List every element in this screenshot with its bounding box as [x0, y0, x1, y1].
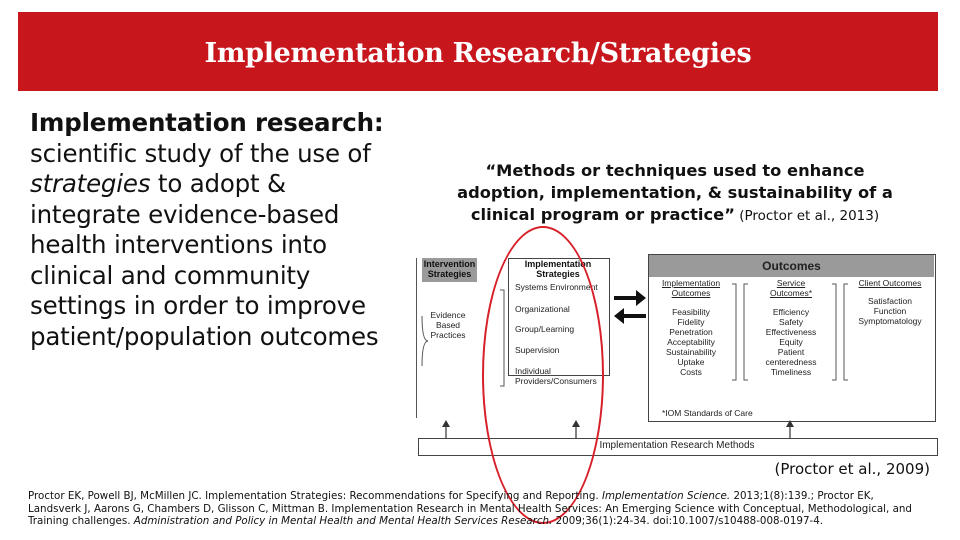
- arrows-icon: [612, 286, 648, 326]
- outcome-item: centeredness: [765, 357, 817, 367]
- quote-line: adoption, implementation, & sustainability of a: [457, 183, 893, 202]
- strategies-word: strategies: [30, 169, 151, 198]
- impl-strat-line: Strategies: [536, 269, 580, 279]
- title-bar: [18, 12, 938, 91]
- ref-text: 2009;36(1):24-34. doi:10.1007/s10488-008-0197-4.: [552, 515, 824, 527]
- outcome-brackets: [728, 280, 752, 390]
- quote-line-3: [420, 204, 930, 227]
- slide-title: Implementation Research/Strategies: [204, 38, 752, 69]
- impl-outcomes-line: Outcomes: [671, 288, 711, 298]
- outcome-item: Timeliness: [770, 367, 812, 377]
- definition-line: settings in order to improve: [30, 291, 366, 320]
- ref-journal: Implementation Science.: [601, 490, 731, 502]
- service-line: Outcomes*: [769, 288, 813, 298]
- outcome-item: Uptake: [677, 357, 705, 367]
- service-line: Service: [776, 278, 806, 288]
- impl-item: Systems Environment: [515, 282, 598, 292]
- ebp-line: Practices: [430, 330, 466, 340]
- definition-line: scientific study of the use of: [30, 138, 371, 168]
- impl-item: Organizational: [515, 304, 570, 314]
- implementation-outcomes-list: [658, 307, 724, 377]
- ref-journal: Administration and Policy in Mental Health and Mental Health Services Research.: [133, 515, 553, 527]
- ebp-line: Based: [435, 320, 461, 330]
- impl-outcomes-line: Implementation: [661, 278, 721, 288]
- client-outcomes-header: Client Outcomes: [858, 278, 922, 288]
- quote-line: “Methods or techniques used to enhance: [485, 161, 865, 180]
- impl-item: Individual: [515, 366, 551, 376]
- definition-heading: Implementation research:: [30, 108, 384, 137]
- outcome-item: Satisfaction: [868, 296, 912, 306]
- reference-line-2: Landsverk J, Aarons G, Chambers D, Glisson C, Mittman B. Implementation Research in Mental Health Services: An Emerging Science with Conceptual, Methodological, and: [28, 502, 912, 515]
- left-frame-line: [416, 258, 417, 418]
- definition-line-rest: to adopt &: [150, 169, 286, 198]
- outcome-item: Safety: [778, 317, 804, 327]
- impl-strat-line: Implementation: [524, 259, 592, 269]
- reference-line-3: [28, 515, 938, 528]
- definition-line: health interventions into: [30, 230, 327, 259]
- iom-note: *IOM Standards of Care: [662, 408, 753, 418]
- ref-text: Training challenges.: [28, 515, 131, 527]
- outcome-item: Effectiveness: [765, 327, 817, 337]
- implementation-outcomes-header: [658, 278, 724, 298]
- definition-line: integrate evidence-based: [30, 199, 340, 229]
- highlight-oval: [482, 226, 604, 524]
- outcome-item: Function: [873, 306, 907, 316]
- reference-line-1: [28, 490, 938, 503]
- outcome-item: Acceptability: [667, 337, 715, 347]
- definition-line: [30, 169, 430, 200]
- impl-item: Providers/Consumers: [515, 376, 597, 386]
- references: [28, 490, 938, 528]
- definition-line: clinical and community: [30, 260, 311, 290]
- definition-line: patient/population outcomes: [30, 321, 379, 351]
- definition-text: [30, 108, 430, 352]
- client-outcomes-list: [850, 296, 930, 326]
- intervention-label-2: Strategies: [427, 269, 472, 279]
- outcome-item: Symptomatology: [858, 316, 922, 326]
- outcome-item: Penetration: [669, 327, 713, 337]
- ref-text: Proctor EK, Powell BJ, McMillen JC. Implementation Strategies: Recommendations for Specifying and Reporting.: [28, 490, 599, 502]
- methods-bar-label: Implementation Research Methods: [599, 440, 755, 451]
- quote-citation: (Proctor et al., 2013): [734, 208, 880, 224]
- strategy-quote: [420, 160, 930, 227]
- outcome-item: Efficiency: [772, 307, 810, 317]
- outcome-item: Feasibility: [672, 307, 710, 317]
- quote-line-text: clinical program or practice”: [470, 205, 735, 224]
- proctor-2009-citation: (Proctor et al., 2009): [774, 460, 930, 478]
- intervention-header-label: [422, 259, 477, 279]
- outcome-item: Equity: [779, 337, 803, 347]
- outcome-item: Costs: [680, 367, 702, 377]
- ebp-line: Evidence: [430, 310, 466, 320]
- outcome-item: Fidelity: [677, 317, 705, 327]
- intervention-label-1: Intervention: [423, 259, 476, 269]
- outcome-item: Patient: [777, 347, 805, 357]
- service-outcomes-header: [756, 278, 826, 298]
- outcome-item: Sustainability: [665, 347, 717, 357]
- ref-text: 2013;1(8):139.; Proctor EK,: [730, 490, 874, 502]
- impl-item: Supervision: [515, 345, 560, 355]
- impl-item: Group/Learning: [515, 324, 575, 334]
- outcomes-header: Outcomes: [649, 255, 934, 277]
- service-outcomes-list: [756, 307, 826, 377]
- outcome-brackets-2: [828, 280, 852, 390]
